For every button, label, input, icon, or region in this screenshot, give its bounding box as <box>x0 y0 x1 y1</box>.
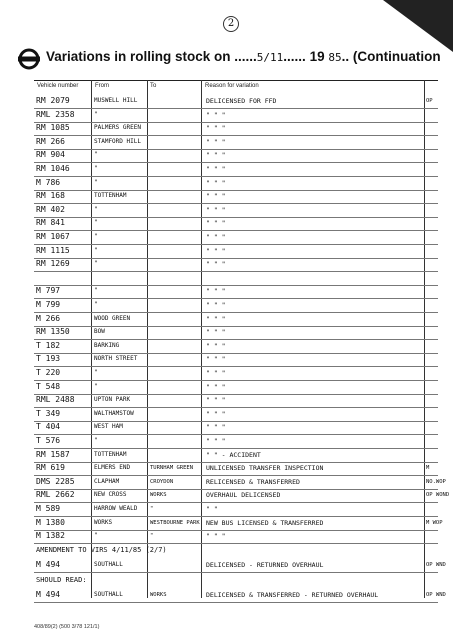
remarks <box>426 340 450 352</box>
to-depot <box>150 299 201 311</box>
from-depot: MUSWELL HILL <box>94 97 138 104</box>
from-depot: " <box>94 369 98 376</box>
to-depot <box>150 285 201 297</box>
to-depot <box>150 421 201 433</box>
from-depot: TOTTENHAM <box>94 192 127 200</box>
from-depot: " <box>94 532 98 540</box>
to-depot <box>150 559 201 571</box>
vehicle-number: RM 1269 <box>36 259 70 269</box>
reason: " " " <box>206 205 226 214</box>
reason: " " " <box>206 341 226 350</box>
reason: " " " <box>206 328 226 337</box>
from-depot: UPTON PARK <box>94 396 131 404</box>
vehicle-number: T 193 <box>36 354 61 364</box>
vehicle-number: RM 619 <box>36 463 65 473</box>
reason: " " " <box>206 369 226 377</box>
to-depot <box>150 435 201 447</box>
remarks <box>426 163 450 175</box>
to-depot <box>150 272 201 284</box>
scan-corner-shadow <box>383 0 453 52</box>
reason: " " " <box>206 151 226 160</box>
should-read-note: SHOULD READ: <box>36 576 87 584</box>
reason: " " " <box>206 314 226 323</box>
reason: " " <box>206 505 218 513</box>
vehicle-number: M 1382 <box>36 531 65 541</box>
reason: " " " <box>206 437 226 445</box>
to-depot <box>150 367 201 379</box>
vehicle-number: RML 2488 <box>36 395 75 405</box>
page-number: 2 <box>223 16 239 32</box>
reason: " " " <box>206 178 226 187</box>
from-depot: TOTTENHAM <box>94 450 127 458</box>
vehicle-number: RM 1350 <box>36 327 70 337</box>
from-depot: WORKS <box>94 518 113 526</box>
remarks <box>426 136 450 148</box>
vehicle-number: RM 1067 <box>36 232 70 241</box>
reason: " " " <box>206 137 226 146</box>
vehicle-number: T 576 <box>36 436 61 445</box>
form-footer-code: 408/89(2) (500 3/78 121/1) <box>34 624 100 630</box>
remarks <box>426 435 450 447</box>
remarks <box>426 394 450 406</box>
to-depot <box>150 217 201 229</box>
reason: " " " <box>206 233 226 241</box>
from-depot: SOUTHALL <box>94 561 123 568</box>
remarks <box>426 530 450 542</box>
from-depot: " <box>94 233 98 240</box>
reason: DELICENSED FOR FFD <box>206 97 277 105</box>
reason <box>206 272 428 284</box>
remarks <box>426 258 450 270</box>
vehicle-number: RML 2662 <box>36 490 75 500</box>
remarks <box>426 503 450 515</box>
to-depot: WORKS <box>150 492 167 499</box>
vehicle-number: M 799 <box>36 300 61 309</box>
to-depot <box>150 449 201 461</box>
from-depot: " <box>94 178 98 186</box>
to-depot <box>150 177 201 189</box>
vehicle-number: RM 266 <box>36 136 65 146</box>
reason: " " " <box>206 192 226 201</box>
reason: DELICENSED & TRANSFERRED - RETURNED OVERHAUL <box>206 591 379 599</box>
remarks: OP WOND <box>426 492 450 499</box>
vehicle-number: RML 2358 <box>36 109 75 119</box>
reason: " " " <box>206 382 226 391</box>
table-row <box>34 529 438 544</box>
remarks: M <box>426 465 430 472</box>
to-depot <box>150 340 201 352</box>
remarks <box>426 326 450 338</box>
from-depot: BOW <box>94 328 105 336</box>
remarks: NO.WOP <box>426 478 446 485</box>
reason: " " " <box>206 110 226 119</box>
vehicle-number: M 589 <box>36 504 61 513</box>
to-depot: WORKS <box>150 592 167 598</box>
to-depot: " <box>150 506 154 512</box>
remarks <box>426 149 450 161</box>
to-depot <box>150 231 201 243</box>
to-depot <box>150 136 201 148</box>
vehicle-number: M 494 <box>36 560 61 569</box>
to-depot <box>150 353 201 365</box>
from-depot: BARKING <box>94 341 120 349</box>
from-depot: " <box>94 382 98 390</box>
to-depot: CROYDON <box>150 478 174 485</box>
header-from: From <box>95 83 109 89</box>
to-depot <box>150 313 201 325</box>
remarks <box>426 122 450 134</box>
from-depot: " <box>94 301 98 308</box>
from-depot: " <box>94 246 98 254</box>
vehicle-number: T 404 <box>36 422 61 432</box>
vehicle-number: T 548 <box>36 381 61 391</box>
remarks <box>426 245 450 257</box>
from-depot <box>94 272 147 284</box>
reason: NEW BUS LICENSED & TRANSFERRED <box>206 518 324 527</box>
remarks <box>426 421 450 433</box>
from-depot: " <box>94 165 98 172</box>
to-depot <box>150 245 201 257</box>
reason: " " " <box>206 409 226 418</box>
reason: " " " <box>206 532 226 541</box>
roundel-logo-icon <box>18 48 40 70</box>
from-depot: STAMFORD HILL <box>94 137 141 145</box>
to-depot <box>150 190 201 202</box>
to-depot <box>150 122 201 134</box>
to-depot <box>150 109 201 121</box>
from-depot: " <box>94 260 98 268</box>
remarks <box>426 204 450 216</box>
from-depot: " <box>94 437 98 444</box>
from-depot: HARROW WEALD <box>94 505 138 512</box>
amendment-note: AMENDMENT TO VIRS 4/11/85 (2/7) <box>36 546 167 554</box>
reason: " " " <box>206 355 226 364</box>
to-depot <box>150 149 201 161</box>
vehicle-number: M 797 <box>36 286 61 296</box>
remarks <box>426 449 450 461</box>
remarks <box>426 381 450 393</box>
year-value: 85 <box>328 51 342 64</box>
from-depot: WALTHAMSTOW <box>94 409 134 417</box>
reason: " " " <box>206 287 226 296</box>
to-depot: TURNHAM GREEN <box>150 465 194 472</box>
vehicle-number: T 182 <box>36 340 61 350</box>
from-depot: WEST HAM <box>94 423 123 431</box>
to-depot <box>150 95 201 107</box>
reason: " " " <box>206 219 226 228</box>
remarks <box>426 353 450 365</box>
vehicle-number: RM 1115 <box>36 245 70 255</box>
reason: " " " <box>206 246 226 255</box>
vehicle-number: M 786 <box>36 177 61 187</box>
vehicle-number: M 1380 <box>36 517 65 527</box>
remarks <box>426 408 450 420</box>
vehicle-number: RM 2079 <box>36 96 70 105</box>
from-depot: " <box>94 287 98 295</box>
to-depot: WESTBOURNE PARK <box>150 519 200 526</box>
remarks <box>426 285 450 297</box>
table-row <box>34 588 446 603</box>
remarks: OP WND <box>426 562 446 568</box>
header-reason: Reason for variation <box>205 83 259 89</box>
form-title: Variations in rolling stock on ......5/11...... 19 85.. (Continuation <box>46 49 441 64</box>
from-depot: ELMERS END <box>94 464 131 472</box>
vehicle-number: T 220 <box>36 368 61 377</box>
reason: " " " <box>206 423 226 432</box>
reason: " " - ACCIDENT <box>206 450 261 459</box>
to-depot <box>150 163 201 175</box>
vehicle-number: T 349 <box>36 408 61 418</box>
reason: " " " <box>206 260 226 269</box>
to-depot: " <box>150 533 154 540</box>
reason: " " " <box>206 165 226 173</box>
to-depot <box>150 394 201 406</box>
to-depot <box>150 204 201 216</box>
remarks: M WOP <box>426 519 443 526</box>
from-depot: PALMERS GREEN <box>94 124 141 132</box>
date-value: 5/11 <box>256 51 284 64</box>
from-depot: " <box>94 110 98 118</box>
reason: " " " <box>206 396 226 405</box>
vehicle-number: DMS 2285 <box>36 476 75 486</box>
reason: UNLICENSED TRANSFER INSPECTION <box>206 464 324 473</box>
vehicle-number: RM 904 <box>36 150 65 160</box>
from-depot: " <box>94 205 98 213</box>
remarks <box>426 231 450 243</box>
to-depot <box>150 408 201 420</box>
reason: " " " <box>206 301 226 309</box>
from-depot: " <box>94 219 98 227</box>
vehicle-number: RM 168 <box>36 191 65 201</box>
remarks <box>426 299 450 311</box>
reason: DELICENSED - RETURNED OVERHAUL <box>206 561 324 569</box>
table-row <box>34 558 446 573</box>
vehicle-number: RM 402 <box>36 204 65 214</box>
remarks: OP WND <box>426 592 446 598</box>
header-vehicle: Vehicle number <box>37 83 79 89</box>
remarks <box>426 272 450 284</box>
remarks: OP <box>426 98 433 104</box>
to-depot <box>150 258 201 270</box>
to-depot <box>150 326 201 338</box>
remarks <box>426 313 450 325</box>
continuation-label: (Continuation <box>352 49 441 64</box>
reason: RELICENSED & TRANSFERRED <box>206 477 300 486</box>
remarks <box>426 109 450 121</box>
from-depot: CLAPHAM <box>94 477 120 485</box>
remarks <box>426 217 450 229</box>
vehicle-number: M 266 <box>36 313 61 323</box>
vehicle-number: RM 1085 <box>36 123 70 133</box>
reason: " " " <box>206 124 226 133</box>
vehicle-number: M 494 <box>36 590 61 599</box>
remarks <box>426 367 450 379</box>
from-depot: NORTH STREET <box>94 355 138 363</box>
to-depot <box>150 381 201 393</box>
vehicle-number <box>36 272 91 284</box>
remarks <box>426 177 450 189</box>
header-to: To <box>150 83 157 89</box>
from-depot: NEW CROSS <box>94 491 127 499</box>
from-depot: " <box>94 151 98 159</box>
reason: OVERHAUL DELICENSED <box>206 491 281 500</box>
vehicle-number: RM 841 <box>36 218 65 228</box>
from-depot: WOOD GREEN <box>94 314 131 322</box>
vehicle-number: RM 1587 <box>36 449 70 459</box>
from-depot: SOUTHALL <box>94 591 123 598</box>
remarks <box>426 190 450 202</box>
vehicle-number: RM 1046 <box>36 164 70 173</box>
